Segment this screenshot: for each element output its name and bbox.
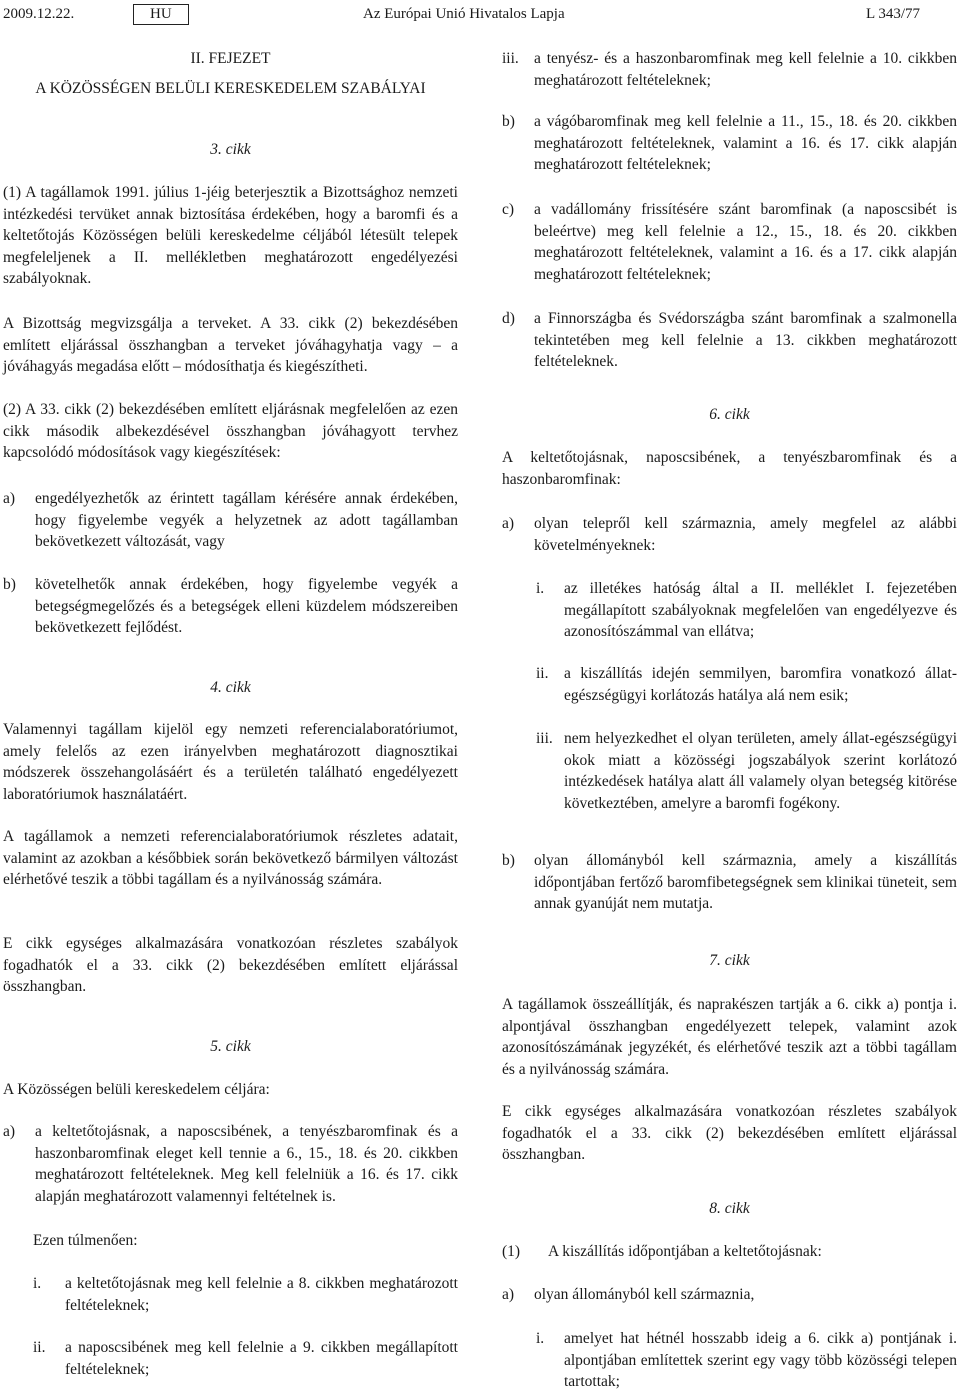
item-label: ii. <box>33 1339 46 1356</box>
article-3-title: 3. cikk <box>210 141 251 158</box>
item-label: b) <box>502 113 515 130</box>
item-text: a vágóbaromfinak meg kell felelnie a 11., 15., 18. és 20. cikkben meghatározott feltételeknek, valamint a 16. és 17. cikk alapján meghatározott feltételeknek; <box>534 113 957 173</box>
item-label: ii. <box>536 665 549 682</box>
item-label: d) <box>502 310 515 327</box>
item-label: i. <box>536 580 545 597</box>
item-label: a) <box>502 515 515 532</box>
article-8-title: 8. cikk <box>709 1200 750 1217</box>
chapter-title: A KÖZÖSSÉGEN BELÜLI KERESKEDELEM SZABÁLYAI <box>35 80 426 97</box>
item-label: b) <box>502 852 515 869</box>
item-label: iii. <box>536 730 553 747</box>
item-text: olyan telepről kell származnia, amely megfelel az alábbi követelményeknek: <box>534 515 957 554</box>
article-7-paragraph-2: E cikk egységes alkalmazására vonatkozóan részletes szabályok fogadhatók el a 33. cikk (2) bekezdésében említett eljárással összhangban. <box>502 1103 957 1163</box>
article-4-paragraph-3: E cikk egységes alkalmazására vonatkozóan részletes szabályok fogadhatók el a 33. cikk (2) bekezdésében említett eljárással összhangban. <box>3 935 458 995</box>
item-text: olyan állományból kell származnia, amely a kiszállítás időpontjában fertőző baromfibetegségnek sem klinikai tüneteit, sem annak gyanúját nem mutatja. <box>534 852 957 912</box>
article-3-paragraph-3: (2) A 33. cikk (2) bekezdésében említett eljárásnak megfelelően az ezen cikk második albekezdésével összhangban jóváhagyott tervhez kapcsolódó módosítások vagy kiegészítések: <box>3 401 458 461</box>
article-5-intro: A Közösségen belüli kereskedelem céljára: <box>3 1081 270 1098</box>
language-badge: HU <box>133 4 189 25</box>
article-3-paragraph-2: A Bizottság megvizsgálja a terveket. A 33. cikk (2) bekezdésében említett eljárással összhangban a terveket jóváhagyhatja vagy – a jóváhagyás megadása előtt – módosíthatja és kiegészítheti. <box>3 315 458 375</box>
item-label: iii. <box>502 50 519 67</box>
item-label: b) <box>3 576 16 593</box>
item-label: a) <box>3 1123 16 1140</box>
item-label: (1) <box>502 1243 521 1260</box>
item-label: i. <box>536 1330 545 1347</box>
item-label: c) <box>502 201 515 218</box>
item-text: engedélyezhetők az érintett tagállam kérésére annak érdekében, hogy figyelembe vegyék a helyzetnek az adott tagállamban bekövetkezett változását, vagy <box>35 490 458 550</box>
item-text: olyan állományból kell származnia, <box>534 1286 755 1303</box>
item-text: A kiszállítás időpontjában a keltetőtojásnak: <box>548 1243 822 1260</box>
article-4-paragraph-2: A tagállamok a nemzeti referencialaboratóriumok részletes adatait, valamint az azokban a későbbiek során bekövetkező bármilyen változást elérhetővé teszik a többi tagállam és a nyilvánosság számára. <box>3 828 458 888</box>
item-text: a Finnországba és Svédországba szánt baromfinak a szalmonella tekintetében meg kell felelnie a 13. cikkben meghatározott feltételeknek. <box>534 310 957 370</box>
journal-title: Az Európai Unió Hivatalos Lapja <box>363 6 565 22</box>
item-text: az illetékes hatóság által a II. melléklet I. fejezetében megállapított szabályoknak megfelelően van engedélyezve és azonosítószámmal van ellátva; <box>564 580 957 640</box>
article-7-title: 7. cikk <box>709 952 750 969</box>
item-label: a) <box>3 490 16 507</box>
item-label: a) <box>502 1286 515 1303</box>
item-text: a keltetőtojásnak meg kell felelnie a 8. cikkben meghatározott feltételeknek; <box>65 1275 458 1314</box>
item-text: a keltetőtojásnak, a naposcsibének, a tenyészbaromfinak és a haszonbaromfinak eleget kell tennie a 6., 15., 18. és 20. cikkben meghatározott feltételeknek. Meg kell felelniük a 16. és 17. cikk alapján meghatározott valamennyi feltételnek is. <box>35 1123 458 1205</box>
publication-date: 2009.12.22. <box>3 6 75 22</box>
item-text: a kiszállítás idején semmilyen, baromfira vonatkozó állat-egészségügyi korlátozás hatálya alá nem esik; <box>564 665 957 704</box>
item-text: a vadállomány frissítésére szánt baromfinak (a naposcsibét is beleértve) meg kell felelnie a 12., 15., 18. és 20. cikkben meghatározott feltételeknek, valamint a 16. és a 17. cikk alapján meghatározott feltételeknek; <box>534 201 957 283</box>
article-6-intro: A keltetőtojásnak, naposcsibének, a tenyészbaromfinak és a haszonbaromfinak: <box>502 449 957 488</box>
item-text: amelyet hat hétnél hosszabb ideig a 6. cikk a) pontjának i. alpontjában említettek szerint egy vagy több közösségi telepen tartottak; <box>564 1330 957 1390</box>
further-label: Ezen túlmenően: <box>33 1232 138 1249</box>
page-header <box>0 4 960 26</box>
item-text: a tenyész- és a haszonbaromfinak meg kell felelnie a 10. cikkben meghatározott feltételeknek; <box>534 50 957 89</box>
article-7-paragraph-1: A tagállamok összeállítják, és naprakészen tartják a 6. cikk a) pontja i. alpontjával összhangban engedélyezett telepek, valamint azok azonosítószámának jegyzékét, és elérhetővé teszik azt a többi tagállam és a nyilvánosság számára. <box>502 996 957 1078</box>
article-5-title: 5. cikk <box>210 1038 251 1055</box>
item-text: nem helyezkedhet el olyan területen, amely állat-egészségügyi okok miatt a közösségi jogszabályok szerint korlátozó intézkedések hatálya alatt áll valamely olyan betegség kitörése következtében, amelyre a baromfi fogékony. <box>564 730 957 812</box>
article-6-title: 6. cikk <box>709 406 750 423</box>
article-4-paragraph-1: Valamennyi tagállam kijelöl egy nemzeti referencialaboratóriumot, amely felelős az ezen irányelvben meghatározott diagnosztikai módszerek összehangolásáért és a területén található engedélyezett laboratóriumok használatáért. <box>3 721 458 803</box>
item-text: a naposcsibének meg kell felelnie a 9. cikkben megállapított feltételeknek; <box>65 1339 458 1378</box>
article-3-paragraph-1: (1) A tagállamok 1991. július 1-jéig beterjesztik a Bizottsághoz nemzeti intézkedési tervüket annak biztosítása érdekében, hogy a baromfi és a keltetőtojás Közösségen belüli kereskedelme céljából létesült telepek megfeleljenek a II. mellékletben meghatározott engedélyezési szabályoknak. <box>3 184 458 287</box>
chapter-number: II. FEJEZET <box>190 50 271 67</box>
page-reference: L 343/77 <box>866 6 921 22</box>
item-text: követelhetők annak érdekében, hogy figyelembe vegyék a betegségmegelőzés és a betegségek elleni küzdelem módszereiben bekövetkezett fejlődést. <box>35 576 458 636</box>
article-4-title: 4. cikk <box>210 679 251 696</box>
item-label: i. <box>33 1275 42 1292</box>
